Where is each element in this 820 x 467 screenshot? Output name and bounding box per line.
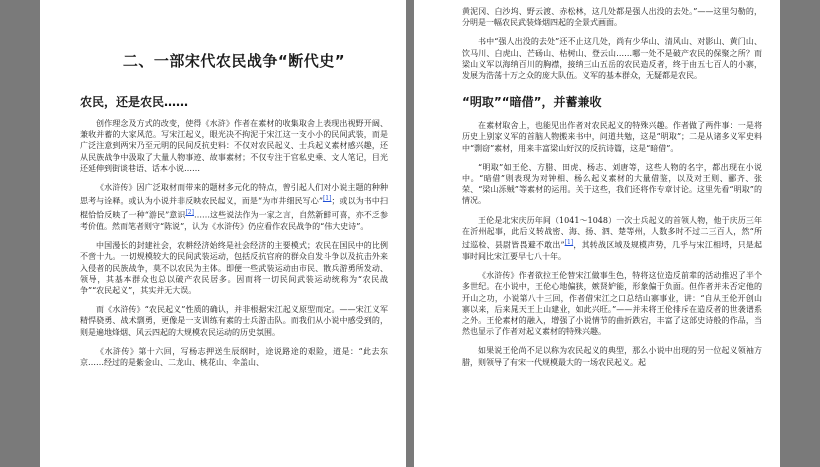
paragraph-text: ；或以为书中扫棍恰恰反映了一种“游民”意识 (80, 196, 388, 220)
paragraph-with-note (462, 215, 762, 262)
paragraph: 黄泥冈、白沙坞、野云渡、赤松林，这几处都是强人出没的去处。”——这里匀勒的，分明是一幅农民武装烽烟四起的全景式画面。 (462, 7, 762, 28)
paragraph: 《水浒传》作者欲拉王伦替宋江做事生色，特将这位造反前辈的活动推迟了半个多世纪。在小说中，王伦心地偏狭，嫉贤妒能，形象偏于负面。但作者并未否定他的开山之功，小说第八十三回，作者借宋江之口总结山寨事业，讲：“自从王伦开创山寨以来，后来晁天王上山建业，如此兴旺。”——并未将王伦排斥在造反者的世袭谱系之外。王伦素材的融入，增强了小说情节的曲折跌宕，丰富了这部史诗般的作品，当然也显示了作者对起义素材的特殊兴趣。 (462, 271, 762, 337)
paragraph-with-notes (80, 182, 388, 232)
paragraph: 创作理念及方式的改变，使得《水浒》作者在素材的收集取舍上表现出视野开阔、兼收并蓄的大家风范。写宋江起义，眼光决不拘泥于宋江这一支小小的民间武装，而是广泛注意到两宋乃至元明的民间反抗史料：不仅对农民起义、士兵起义素材感兴趣，还从民族战争中汲取了大量人物事迹、故事素材；不仅专注于官私史乘、文人笔记，目光还延伸到街谈巷语、话本小说…… (80, 119, 388, 173)
paragraph: 中国漫长的封建社会，农耕经济始终是社会经济的主要模式；农民在国民中的比例不啻十九。一切规模较大的民间武装运动，包括反抗官府的群众自发斗争以及抗击外来入侵者的民族战争，莫不以农民为主体。即便一些武装运动由市民、散兵游勇所发动、领导，其基本群众也总以破产农民居多。因而将一切民间武装运动统称为“农民战争”“农民起义”，其实并无大误。 (80, 241, 388, 295)
footnote-link-2[interactable]: [2] (185, 209, 194, 217)
chapter-title: 二、一部宋代农民战争“断代史” (122, 52, 346, 70)
paragraph: 《水浒传》第十六回，写杨志押送生辰纲时，途说路途的艰险，道是：“此去东京……经过的是紫金山、二龙山、桃花山、伞盖山、 (80, 346, 388, 367)
paragraph: 书中“强人出没的去处”还不止这几处，尚有少华山、清风山、对影山、黄门山、饮马川、白虎山、芒砀山、枯树山、登云山……哪一处不是破产农民的保聚之所？而梁山义军以海纳百川的胸襟，接纳三山五岳的农民造反者，终于由五七百人的小寨，发展为浩荡十万之众的庞大队伍。义军的基本群众，无疑都是农民。 (462, 37, 762, 81)
paragraph-text: ……这些说法作为一家之言，自然新鲜可喜，亦不乏参考价值。然而笔者则守“陈说”，认为《水浒传》仍应看作农民战争的“伟大史诗”。 (80, 210, 388, 231)
paragraph: “明取”如王伦、方腊、田虎、杨志、刘唐等，这些人物的名字，都出现在小说中。“暗借”则表现为对钟相、杨么起义素材的大量借鉴，以及对王则、郦齐、张荣、“梁山泺贼”等素材的运用。关于这些，我们还将作专章讨论。这里先看“明取”的情况。 (462, 162, 762, 206)
paragraph-text: ，其转战区域及规模声势，几乎与宋江相埒，只是起事时间比宋江要早七八十年。 (462, 240, 763, 261)
paragraph-text: 《水浒传》因广泛取材而带来的题材多元化的特点，曾引起人们对小说主题的种种思考与诠释。或认为小说并非反映农民起义，而是“为市井细民写心” (80, 183, 388, 206)
paragraph-text: 王伦是北宋庆历年间（1041～1048）一次士兵起义的首领人物，他于庆历三年在沂州起事，此后义转战密、海、扬、泗、楚等州，人数多时不过二三百人，然“所过巡检、县尉皆畏避不敢出” (462, 215, 762, 250)
section-title-borrowing: “明取”“暗借”，并蓄兼收 (462, 95, 602, 110)
left-page (40, 0, 406, 467)
paragraph: 在素材取舍上，也能见出作者对农民起义的特殊兴趣。作者做了两件事：一是将历史上别家义军的首脑人物搬来书中，问道共勉，这是“明取”；二是从诸多义军史料中“剽窃”素材，用来丰富梁山好汉的反抗诗篇，这是“暗借”。 (462, 121, 762, 153)
paragraph: 而《水浒传》“农民起义”性质的确认，并非根据宋江起义原型而定。——宋江义军精悍骁勇、战术剽勇，更像是一支训练有素的士兵游击队。而我们从小说中感受到的，则是遍地烽烟、风云四起的大规模农民运动的历史氛围。 (80, 305, 388, 337)
footnote-link-1[interactable]: [1] (322, 195, 332, 203)
paragraph: 如果说王伦尚不足以称为农民起义的典型，那么小说中出现的另一位起义领袖方腊，则领导了有宋一代规模最大的一场农民起义。起 (462, 346, 762, 367)
right-page (414, 0, 780, 467)
section-title-peasants: 农民，还是农民…… (80, 95, 189, 109)
footnote-link-1[interactable]: [1] (564, 239, 574, 247)
